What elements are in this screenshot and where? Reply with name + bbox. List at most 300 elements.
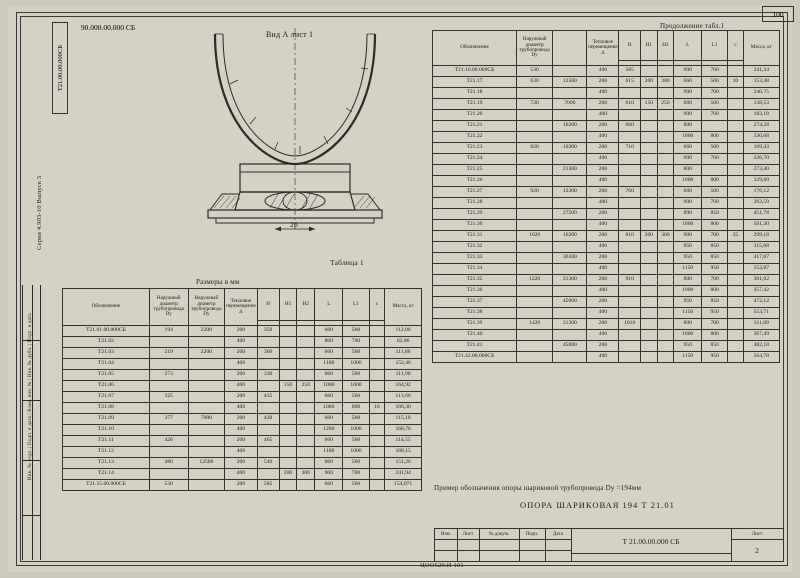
cell2-mass: 501,30	[743, 220, 779, 231]
cell2-mass: 301,02	[743, 275, 779, 286]
support-assembly-svg	[180, 24, 410, 239]
cell1-c	[369, 436, 385, 447]
cell1-dn	[149, 381, 188, 392]
cell2-l: 1150	[674, 352, 702, 363]
cell1-h2	[297, 425, 315, 436]
cell2-c	[728, 341, 744, 352]
tb-bottom-span	[571, 553, 732, 561]
cell1-delta: 200	[225, 370, 257, 381]
cell1-duration	[188, 425, 225, 436]
drawing-title: ОПОРА ШАРИКОВАЯ 194 Т 21.01	[520, 500, 675, 510]
cell1-delta: 200	[225, 480, 257, 491]
cell1-l1: 560	[343, 436, 369, 447]
cell2-delta: 200	[587, 187, 619, 198]
cell1-h1	[279, 403, 297, 414]
cell2-c	[728, 121, 744, 132]
cell2-dn	[516, 176, 552, 187]
cell1-l1: 560	[343, 458, 369, 469]
cell2-l: 660	[674, 99, 702, 110]
cell2-h: 610	[619, 99, 641, 110]
dimension-20-label: 20	[290, 220, 298, 229]
cell1-dn: 325	[149, 392, 188, 403]
cell1-h: 540	[257, 458, 279, 469]
cell1-dn	[149, 425, 188, 436]
cell1-h2	[297, 436, 315, 447]
table-dimensions-1	[62, 288, 422, 491]
cell1-designation: Т21.09	[63, 414, 150, 425]
cell2-delta: 200	[587, 341, 619, 352]
cell1-mass: 151,26	[385, 458, 422, 469]
cell2-dn	[516, 242, 552, 253]
cell2-h1	[641, 187, 658, 198]
cell1-dn: 480	[149, 458, 188, 469]
cell1-mass: 154,071	[385, 480, 422, 491]
cell1-delta: 400	[225, 337, 257, 348]
cell2-duration: 27500	[553, 209, 587, 220]
bottom-code: ЦОО529.И 101	[420, 562, 464, 569]
cell1-mass: 62,86	[385, 337, 422, 348]
cell2-h2	[657, 209, 674, 220]
cell1-h2	[297, 458, 315, 469]
cell1-h	[257, 469, 279, 480]
cell1-delta: 400	[225, 359, 257, 370]
cell2-h1: 200	[641, 231, 658, 242]
cell1-delta: 200	[225, 348, 257, 359]
th-l: L	[315, 289, 343, 321]
cell1-mass: 164,92	[385, 381, 422, 392]
table-row	[433, 143, 780, 154]
cell1-c	[369, 425, 385, 436]
cell1-h1	[279, 436, 297, 447]
cell2-dn	[516, 110, 552, 121]
cell2-delta: 400	[587, 154, 619, 165]
cell2-l1: 700	[702, 231, 728, 242]
cell2-h2	[657, 132, 674, 143]
left-column-divider-a	[22, 340, 41, 341]
th-dn: Наружный диаметр трубопровода Dу	[149, 289, 188, 326]
table-row	[63, 392, 422, 403]
cell1-delta: 400	[225, 447, 257, 458]
cell2-c: 25	[728, 231, 744, 242]
cell2-l1: 700	[702, 88, 728, 99]
cell2-designation: Т21.32	[433, 242, 517, 253]
cell2-delta: 200	[587, 275, 619, 286]
left-column-divider-b	[22, 400, 41, 401]
cell2-delta: 200	[587, 319, 619, 330]
cell2-designation: Т21.40	[433, 330, 517, 341]
tb-podp-label: Подп.	[525, 531, 539, 537]
cell2-delta: 200	[587, 253, 619, 264]
cell2-h2	[657, 319, 674, 330]
cell2-duration	[553, 330, 587, 341]
cell2-h2	[657, 352, 674, 363]
table-row	[433, 165, 780, 176]
cell2-h	[619, 176, 641, 187]
cell2-l1: 850	[702, 341, 728, 352]
left-stamp-code-box	[60, 20, 156, 34]
cell1-dn: 530	[149, 480, 188, 491]
cell2-delta: 400	[587, 132, 619, 143]
cell2-designation: Т21.28	[433, 198, 517, 209]
cell2-delta: 400	[587, 176, 619, 187]
cell2-h1	[641, 110, 658, 121]
cell2-mass: 274,28	[743, 121, 779, 132]
cell1-h1	[279, 425, 297, 436]
cell2-h	[619, 308, 641, 319]
cell2-duration	[553, 154, 587, 165]
cell2-c	[728, 88, 744, 99]
cell1-designation: Т21.05	[63, 370, 150, 381]
cell1-c	[369, 381, 385, 392]
cell1-c	[369, 480, 385, 491]
cell2-designation: Т21.34	[433, 264, 517, 275]
cell1-delta: 200	[225, 326, 257, 337]
cell2-mass: 552,87	[743, 264, 779, 275]
cell2-designation: Т21.38	[433, 308, 517, 319]
cell2-l1: 560	[702, 99, 728, 110]
cell1-h2	[297, 326, 315, 337]
cell2-h	[619, 154, 641, 165]
cell1-c	[369, 414, 385, 425]
cell2-dn: 820	[516, 143, 552, 154]
table2-head	[433, 31, 780, 66]
cell1-l1: 1000	[343, 381, 369, 392]
cell1-h2	[297, 403, 315, 414]
cell2-h2	[657, 154, 674, 165]
cell2-l1: 560	[702, 187, 728, 198]
cell1-duration: 12500	[188, 458, 225, 469]
tb-data-label: Дата	[553, 531, 563, 537]
cell1-h2	[297, 337, 315, 348]
cell1-mass: 115,18	[385, 414, 422, 425]
cell2-duration: 21300	[553, 319, 587, 330]
cell2-designation: Т21.24	[433, 154, 517, 165]
cell2-h2	[657, 220, 674, 231]
cell2-designation: Т21.21	[433, 121, 517, 132]
cell1-h2: 300	[297, 469, 315, 480]
cell1-delta: 200	[225, 458, 257, 469]
cell2-h2	[657, 176, 674, 187]
cell2-h: 810	[619, 231, 641, 242]
cell2-h1	[641, 165, 658, 176]
th-h1: Н1	[279, 289, 297, 321]
cell1-c	[369, 326, 385, 337]
cell2-h1	[641, 264, 658, 275]
cell1-l: 1000	[315, 381, 343, 392]
cell2-h1	[641, 143, 658, 154]
cell1-designation: Т21.07	[63, 392, 150, 403]
cell1-l1: 1000	[343, 447, 369, 458]
table2-header-row	[433, 31, 780, 61]
cell2-h1: 200	[641, 77, 658, 88]
cell2-l: 1000	[674, 132, 702, 143]
cell1-h1	[279, 447, 297, 458]
cell1-duration	[188, 480, 225, 491]
cell2-l: 950	[674, 341, 702, 352]
cell2-h1	[641, 242, 658, 253]
cell2-l: 660	[674, 143, 702, 154]
cell2-duration: 10300	[553, 143, 587, 154]
cell2-l1: 950	[702, 352, 728, 363]
cell1-designation: Т21.04	[63, 359, 150, 370]
cell1-l1: 1000	[343, 359, 369, 370]
cell2-l1: 850	[702, 297, 728, 308]
cell2-c	[728, 209, 744, 220]
cell2-h: 615	[619, 77, 641, 88]
cell2-mass: 472,12	[743, 297, 779, 308]
left-column-line-1	[22, 285, 23, 560]
cell2-h1	[641, 66, 658, 77]
cell2-designation: Т21.39	[433, 319, 517, 330]
cell2-l1: 560	[702, 143, 728, 154]
cell1-dn	[149, 469, 188, 480]
cell1-h1	[279, 414, 297, 425]
cell1-designation: Т21.10	[63, 425, 150, 436]
cell2-l: 660	[674, 77, 702, 88]
cell2-h1	[641, 121, 658, 132]
cell2-designation: Т21.35	[433, 275, 517, 286]
cell1-h2	[297, 359, 315, 370]
cell2-duration	[553, 88, 587, 99]
cell2-l: 800	[674, 165, 702, 176]
cell2-h2	[657, 275, 674, 286]
cell1-l: 660	[315, 348, 343, 359]
cell1-h: 350	[257, 326, 279, 337]
cell2-duration: 21300	[553, 165, 587, 176]
cell2-mass: 367,49	[743, 330, 779, 341]
cell2-designation: Т21.33	[433, 253, 517, 264]
cell1-l: 660	[315, 326, 343, 337]
th-designation: Обозначение	[63, 289, 150, 326]
cell2-l1: 700	[702, 275, 728, 286]
th-h2: Н2	[297, 289, 315, 321]
th2-h1: Н1	[641, 31, 658, 61]
cell2-dn	[516, 121, 552, 132]
cell1-duration	[188, 436, 225, 447]
cell2-c	[728, 187, 744, 198]
cell1-delta: 200	[225, 436, 257, 447]
cell2-dn	[516, 297, 552, 308]
cell1-l: 1200	[315, 425, 343, 436]
cell1-h2	[297, 348, 315, 359]
cell1-c	[369, 370, 385, 381]
cell2-h1	[641, 330, 658, 341]
cell2-h1	[641, 209, 658, 220]
cell1-delta: 200	[225, 392, 257, 403]
table-row	[63, 469, 422, 480]
cell2-mass: 138,53	[743, 99, 779, 110]
cell2-delta: 400	[587, 242, 619, 253]
cell1-designation: Т21.11	[63, 436, 150, 447]
cell1-h	[257, 359, 279, 370]
cell2-delta: 200	[587, 77, 619, 88]
example-footnote: Пример обозначения опоры шариковой трубопровода Dу =194мм	[434, 484, 642, 492]
cell2-designation: Т21.30	[433, 220, 517, 231]
cell1-designation: Т21.14	[63, 469, 150, 480]
cell1-mass: 168,76	[385, 425, 422, 436]
cell2-delta: 200	[587, 231, 619, 242]
cell2-l1: 700	[702, 66, 728, 77]
cell2-c	[728, 99, 744, 110]
cell2-delta: 200	[587, 209, 619, 220]
cell2-c	[728, 154, 744, 165]
cell2-dn	[516, 352, 552, 363]
cell2-l: 1150	[674, 264, 702, 275]
cell1-l: 1100	[315, 447, 343, 458]
table-row	[433, 154, 780, 165]
cell2-duration: 45000	[553, 341, 587, 352]
cell2-c	[728, 253, 744, 264]
series-label: Серия 4.903-10 Выпуск 5	[36, 175, 43, 250]
cell2-duration	[553, 242, 587, 253]
cell1-designation: Т21.06	[63, 381, 150, 392]
cell1-dn: 273	[149, 370, 188, 381]
table-row	[63, 414, 422, 425]
cell1-mass: 166,30	[385, 403, 422, 414]
cell2-l: 900	[674, 66, 702, 77]
cell1-duration: 2200	[188, 326, 225, 337]
cell1-duration	[188, 447, 225, 458]
cell2-l: 800	[674, 319, 702, 330]
cell2-h2	[657, 297, 674, 308]
table-row	[63, 447, 422, 458]
table-row	[63, 326, 422, 337]
cell1-l: 1100	[315, 359, 343, 370]
cell2-l1: 800	[702, 220, 728, 231]
tb-row3-d	[519, 550, 546, 562]
cell2-mass: 176,12	[743, 187, 779, 198]
tb-row3-b	[457, 550, 480, 562]
cell1-h1	[279, 359, 297, 370]
cell2-h2	[657, 286, 674, 297]
cell1-h2: 250	[297, 381, 315, 392]
cell2-duration	[553, 286, 587, 297]
cell1-l: 800	[315, 337, 343, 348]
cell1-l1: 700	[343, 469, 369, 480]
tb-docnumber-cell	[571, 529, 732, 554]
left-stamp-code: 90.000.00.000 СБ	[80, 22, 136, 32]
cell1-dn: 426	[149, 436, 188, 447]
cell2-h	[619, 330, 641, 341]
cell2-c: 10	[728, 77, 744, 88]
table-row	[63, 381, 422, 392]
cell2-h	[619, 297, 641, 308]
cell2-h1	[641, 154, 658, 165]
cell2-h2	[657, 330, 674, 341]
table-row	[433, 77, 780, 88]
cell1-designation: Т21.08	[63, 403, 150, 414]
table-row	[433, 264, 780, 275]
table-row	[433, 88, 780, 99]
table1-head	[63, 289, 422, 326]
cell2-h: 1010	[619, 319, 641, 330]
cell2-h: 710	[619, 143, 641, 154]
cell1-l1: 560	[343, 370, 369, 381]
cell2-dn	[516, 330, 552, 341]
cell1-l: 660	[315, 480, 343, 491]
cell2-l1: 850	[702, 253, 728, 264]
cell1-l1: 800	[343, 403, 369, 414]
cell2-dn	[516, 209, 552, 220]
cell2-l: 900	[674, 88, 702, 99]
cell2-h2	[657, 66, 674, 77]
cell2-h2	[657, 110, 674, 121]
table-row	[433, 286, 780, 297]
left-column-line-2	[32, 285, 33, 560]
th2-h: Н	[619, 31, 641, 61]
th2-mass: Масса, кг	[743, 31, 779, 66]
cell1-l1: 560	[343, 480, 369, 491]
cell2-dn	[516, 132, 552, 143]
cell1-l: 660	[315, 370, 343, 381]
th2-c: c	[728, 31, 744, 61]
cell2-delta: 400	[587, 198, 619, 209]
cell2-duration: 7000	[553, 99, 587, 110]
cell2-dn	[516, 88, 552, 99]
cell1-h	[257, 447, 279, 458]
table-row	[63, 403, 422, 414]
th2-duration	[553, 31, 587, 66]
cell1-h2	[297, 392, 315, 403]
cell1-l: 660	[315, 436, 343, 447]
table-row	[433, 110, 780, 121]
cell1-l1: 560	[343, 414, 369, 425]
cell2-c	[728, 319, 744, 330]
cell1-designation: Т21.02	[63, 337, 150, 348]
cell1-mass: 241,94	[385, 469, 422, 480]
cell2-c	[728, 220, 744, 231]
table-row	[433, 121, 780, 132]
tb-doc-number: Т 21.00.00.000 СБ	[622, 536, 680, 546]
cell1-c	[369, 337, 385, 348]
cell2-h1	[641, 275, 658, 286]
cell2-c	[728, 286, 744, 297]
table-row	[63, 480, 422, 491]
cell2-mass: 236,70	[743, 154, 779, 165]
cell2-designation: Т21.19	[433, 99, 517, 110]
cell2-duration	[553, 198, 587, 209]
cell2-h2	[657, 242, 674, 253]
th-h: Н	[257, 289, 279, 321]
cell1-duration	[188, 469, 225, 480]
cell2-dn	[516, 341, 552, 352]
cell1-dn	[149, 403, 188, 414]
cell2-h2: 300	[657, 77, 674, 88]
cell1-mass: 113,60	[385, 392, 422, 403]
cell1-h2	[297, 480, 315, 491]
cell2-designation: Т21.27	[433, 187, 517, 198]
table-row	[433, 132, 780, 143]
cell2-delta: 400	[587, 286, 619, 297]
cell2-designation: Т21.31	[433, 231, 517, 242]
cell1-l1: 1000	[343, 425, 369, 436]
view-a-drawing	[180, 24, 410, 239]
th-mass: Масса, кг	[385, 289, 422, 326]
cell1-delta: 400	[225, 425, 257, 436]
cell2-duration	[553, 308, 587, 319]
tb-row3-e	[545, 550, 572, 562]
table-row	[433, 330, 780, 341]
cell2-designation: Т21.20	[433, 110, 517, 121]
cell2-l1: 950	[702, 308, 728, 319]
cell2-designation: Т21.26	[433, 176, 517, 187]
cell2-delta: 400	[587, 220, 619, 231]
cell2-c	[728, 176, 744, 187]
cell2-mass: 299,18	[743, 231, 779, 242]
cell2-dn: 920	[516, 187, 552, 198]
cell2-duration	[553, 176, 587, 187]
cell2-l: 1000	[674, 220, 702, 231]
